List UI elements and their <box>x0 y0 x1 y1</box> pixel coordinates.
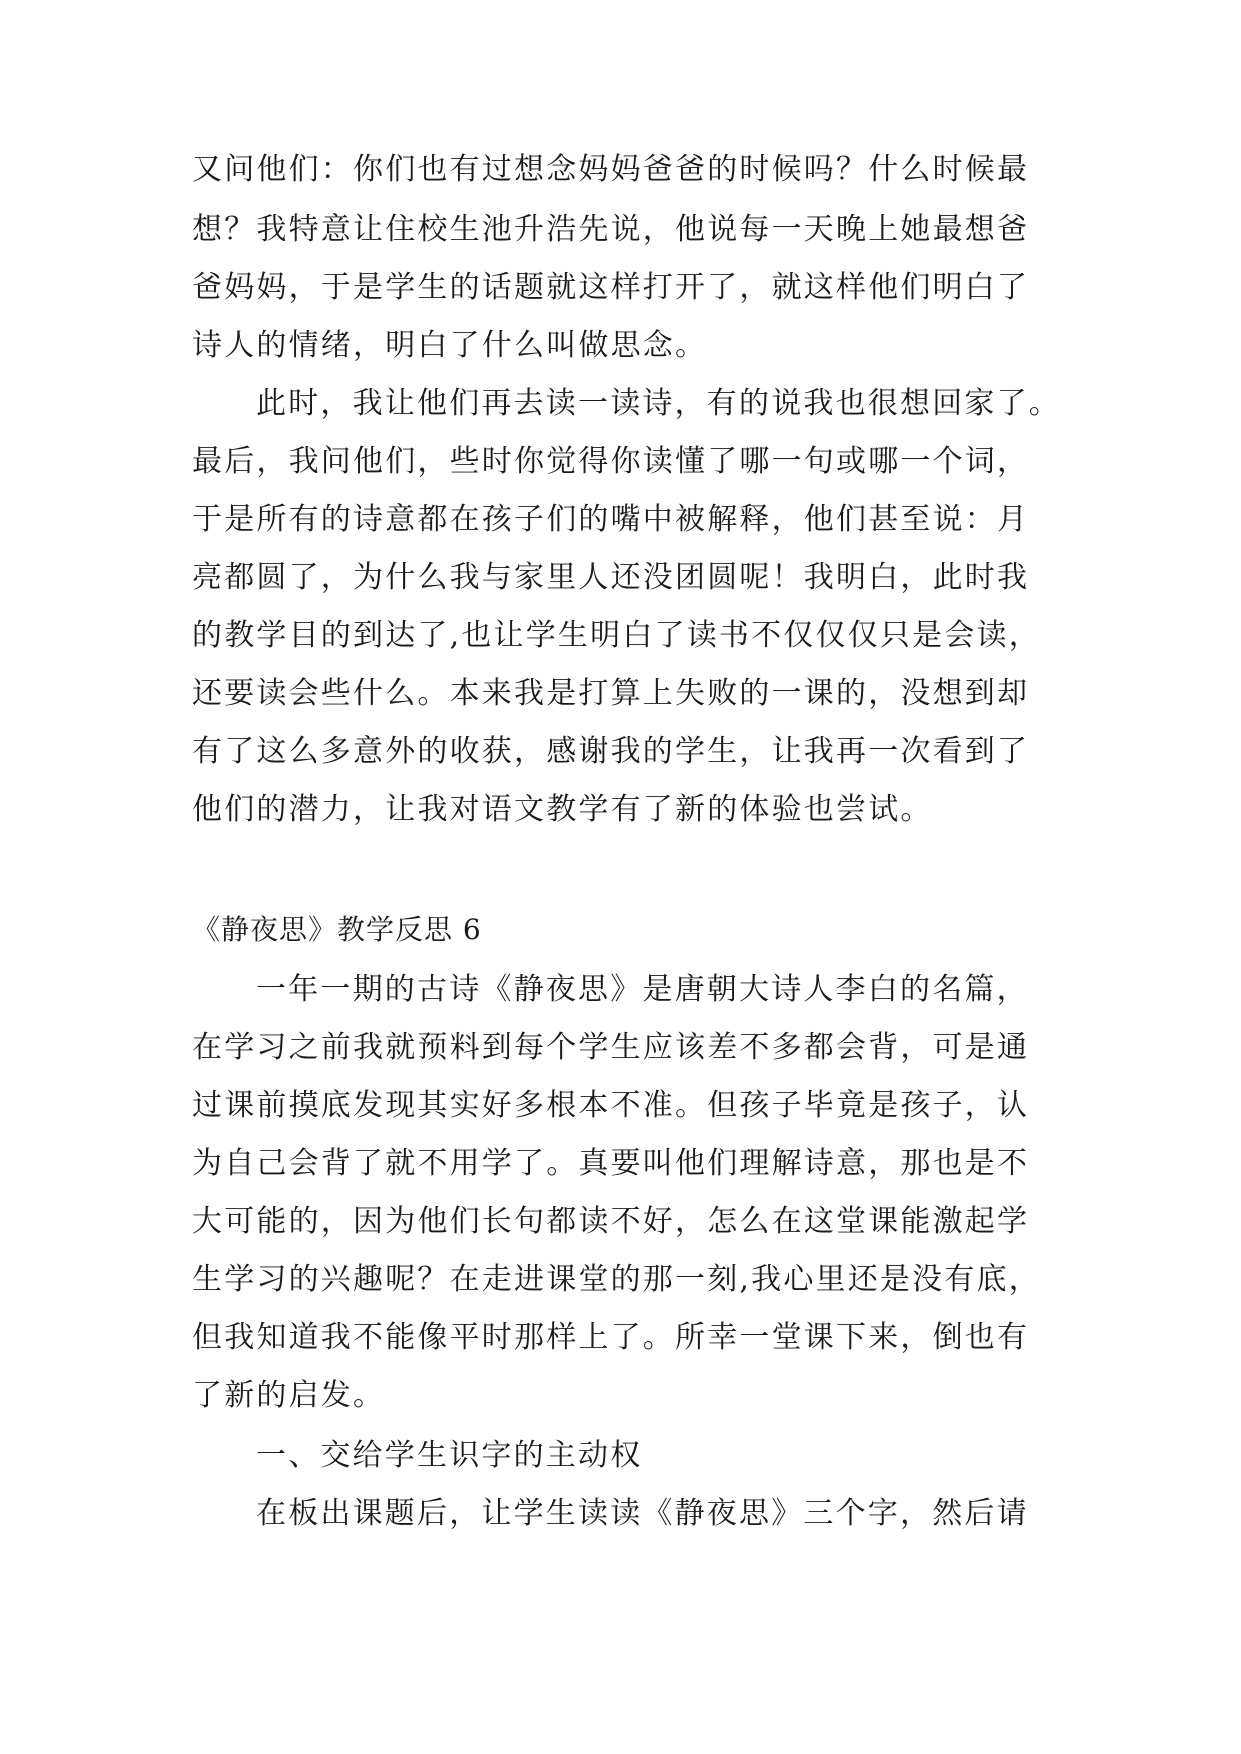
paragraph-3-line-3: 过课前摸底发现其实好多根本不准。但孩子毕竟是孩子，认 <box>192 1088 1030 1123</box>
paragraph-2-line-8: 他们的潜力，让我对语文教学有了新的体验也尝试。 <box>192 792 933 827</box>
paragraph-3-line-5: 大可能的，因为他们长句都读不好，怎么在这堂课能激起学 <box>192 1204 1030 1239</box>
paragraph-1-line-1: 又问他们：你们也有过想念妈妈爸爸的时候吗？什么时候最 <box>192 152 1030 187</box>
paragraph-2-line-7: 有了这么多意外的收获，感谢我的学生，让我再一次看到了 <box>192 734 1030 769</box>
paragraph-2-line-4: 亮都圆了，为什么我与家里人还没团圆呢！我明白，此时我 <box>192 560 1030 595</box>
paragraph-1-line-3: 爸妈妈，于是学生的话题就这样打开了，就这样他们明白了 <box>192 270 1030 305</box>
paragraph-2-line-5: 的教学目的到达了,也让学生明白了读书不仅仅仅只是会读， <box>192 618 1041 653</box>
paragraph-3-line-7: 但我知道我不能像平时那样上了。所幸一堂课下来，倒也有 <box>192 1320 1030 1355</box>
paragraph-2-line-2: 最后，我问他们，些时你觉得你读懂了哪一句或哪一个词， <box>192 444 1030 479</box>
paragraph-3-line-4: 为自己会背了就不用学了。真要叫他们理解诗意，那也是不 <box>192 1146 1030 1181</box>
paragraph-3-line-6: 生学习的兴趣呢？在走进课堂的那一刻,我心里还是没有底， <box>192 1262 1041 1297</box>
subheading: 一、交给学生识字的主动权 <box>256 1438 643 1473</box>
paragraph-2-line-6: 还要读会些什么。本来我是打算上失败的一课的，没想到却 <box>192 676 1030 711</box>
paragraph-2-line-3: 于是所有的诗意都在孩子们的嘴中被解释，他们甚至说：月 <box>192 502 1030 537</box>
paragraph-3-line-1: 一年一期的古诗《静夜思》是唐朝大诗人李白的名篇， <box>256 972 1029 1007</box>
paragraph-3-line-2: 在学习之前我就预料到每个学生应该差不多都会背，可是通 <box>192 1030 1030 1065</box>
paragraph-1-line-2: 想？我特意让住校生池升浩先说，他说每一天晚上她最想爸 <box>192 212 1030 247</box>
paragraph-3-line-8: 了新的启发。 <box>192 1378 386 1413</box>
paragraph-2-line-1: 此时，我让他们再去读一读诗，有的说我也很想回家了。 <box>256 386 1061 421</box>
paragraph-1-line-4: 诗人的情绪，明白了什么叫做思念。 <box>192 328 708 363</box>
section-heading: 《静夜思》教学反思 6 <box>192 913 482 946</box>
paragraph-4-line-1: 在板出课题后，让学生读读《静夜思》三个字，然后请 <box>256 1496 1029 1531</box>
